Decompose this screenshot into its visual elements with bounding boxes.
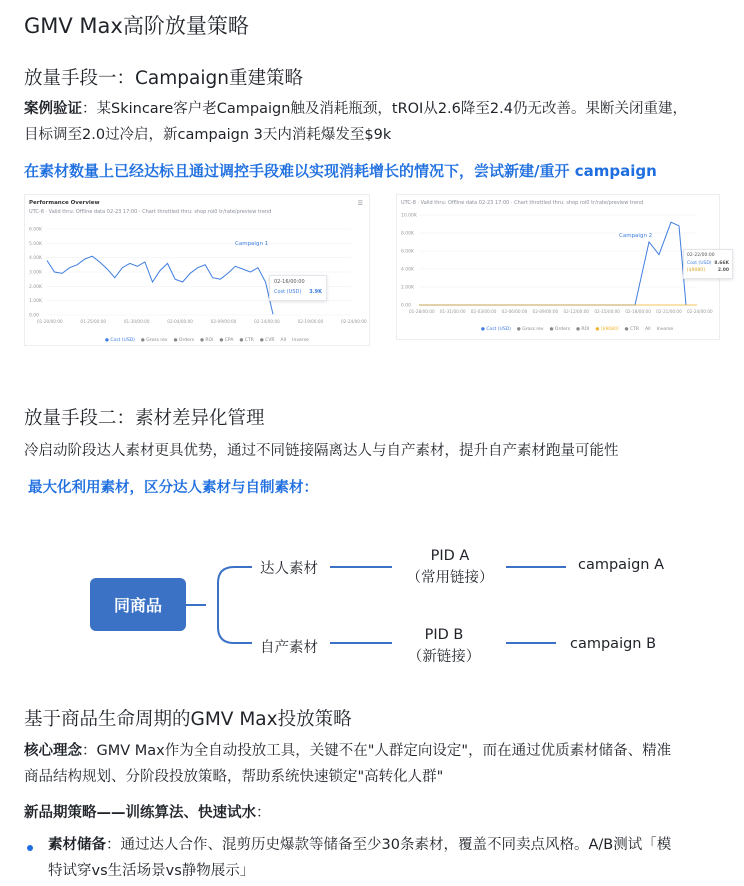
core-line1: ：GMV Max作为全自动投放工具，关键不在"人群定向设定"，而在通过优质素材储备、精准 — [82, 743, 672, 759]
y-tick-label: 8.00K — [401, 231, 414, 237]
tooltip-date: 02-22/00:00 — [687, 253, 715, 258]
bullet-item — [48, 832, 738, 884]
bullet-line1: ：通过达人合作、混剪历史爆款等储备至少30条素材，覆盖不同卖点风格。A/B测试「模 — [106, 837, 672, 853]
y-tick-label: 3.00K — [29, 270, 42, 276]
chart-right-subheader: UTC-8 · Valid thru: Offline data 02-23 17:00 · Chart throttled thru: shop roi0 tr/rate/preview trend — [401, 200, 644, 206]
diagram-branch2: 自产素材 — [260, 640, 318, 656]
new-product-heading — [24, 800, 728, 826]
section3-title: 基于商品生命周期的GMV Max投放策略 — [24, 709, 352, 730]
series-label: Campaign 2 — [619, 233, 653, 239]
diagram-connectors — [0, 530, 744, 680]
y-tick-label: 2.00K — [401, 285, 414, 291]
series-line — [47, 256, 273, 314]
legend-item[interactable]: Inverse — [656, 327, 674, 332]
tooltip-metric2: [$9080] — [687, 268, 705, 273]
pid-a-sub: （常用链接） — [406, 570, 494, 586]
diagram-campaign-b: campaign B — [570, 636, 657, 652]
core-paragraph — [24, 738, 728, 790]
diagram-branch1: 达人素材 — [260, 561, 318, 577]
chart-left-subheader: UTC-8 · Valid thru: Offline data 02-23 17:00 · Chart throttled thru: shop roi0 tr/rate/preview trend — [29, 209, 272, 215]
pid-a-label: PID A — [430, 548, 470, 564]
legend-item[interactable]: ● Orders — [173, 338, 195, 343]
legend-item[interactable]: ● CTR — [624, 327, 639, 332]
x-tick-label: 02-06/00:00 — [501, 309, 528, 314]
x-tick-label: 01-31/00:00 — [439, 309, 466, 314]
x-tick-label: 02-04/00:00 — [167, 319, 193, 324]
chart-left-header: Performance Overview — [29, 200, 100, 206]
tooltip-metric1: Cost (USD) — [687, 261, 712, 266]
x-tick-label: 02-15/00:00 — [594, 309, 620, 314]
chart-right-svg — [397, 195, 721, 341]
series-label: Campaign 1 — [235, 241, 269, 247]
x-tick-label: 02-18/00:00 — [625, 309, 651, 314]
y-tick-label: 0.00 — [401, 303, 412, 309]
section2-title: 放量手段二：素材差异化管理 — [24, 408, 265, 429]
legend-item[interactable]: ● CPA — [219, 338, 234, 343]
legend-item[interactable]: ● Gross rev — [516, 327, 544, 332]
case-label: 案例验证 — [24, 101, 82, 117]
core-label: 核心理念 — [24, 743, 82, 759]
pid-b-sub: （新链接） — [407, 649, 481, 665]
y-tick-label: 4.00K — [29, 256, 42, 262]
bullet-dot — [27, 845, 33, 851]
chart-right-legend — [481, 327, 673, 332]
chart-left-tooltip — [269, 275, 327, 301]
y-tick-label: 10.00K — [401, 213, 417, 219]
legend-item[interactable]: ● [$9080] — [595, 327, 619, 332]
tooltip-metric: Cost (USD) — [274, 289, 302, 295]
y-tick-label: 6.00K — [401, 249, 414, 255]
case-paragraph — [24, 96, 728, 148]
x-tick-label: 02-14/00:00 — [254, 319, 280, 324]
legend-item[interactable]: ● Gross rev — [140, 338, 168, 343]
legend-item[interactable]: ● CTR — [239, 338, 254, 343]
y-tick-label: 4.00K — [401, 267, 414, 273]
legend-item[interactable]: ● Orders — [549, 327, 571, 332]
diagram-pid-a — [400, 545, 500, 589]
legend-item[interactable]: Inverse — [292, 338, 309, 343]
case-text-line2: 目标调至2.0过冷启，新campaign 3天内消耗爆发至$9k — [24, 127, 392, 143]
legend-item[interactable]: All — [645, 327, 651, 332]
x-tick-label: 01-28/00:00 — [409, 309, 435, 314]
legend-item[interactable]: All — [280, 338, 287, 343]
diagram-pid-b — [394, 624, 494, 668]
x-tick-label: 01-25/00:00 — [80, 319, 107, 324]
chart-right — [396, 194, 729, 340]
tooltip-date: 02-16/00:00 — [274, 279, 305, 285]
chart-left-menu-icon[interactable]: ☰ — [357, 200, 363, 207]
y-tick-label: 6.00K — [29, 227, 42, 233]
section1-title: 放量手段一：Campaign重建策略 — [24, 68, 303, 89]
x-tick-label: 01-30/00:00 — [123, 319, 150, 324]
tooltip-value2: 2.00 — [717, 268, 729, 273]
tooltip-value: 3.9K — [309, 289, 322, 295]
chart-right-tooltip — [683, 249, 733, 279]
x-tick-label: 02-03/00:00 — [470, 309, 497, 314]
y-tick-label: 5.00K — [29, 241, 42, 247]
chart-left-legend — [105, 338, 309, 343]
legend-item[interactable]: ● Cost (USD) — [481, 327, 511, 332]
tooltip-value1: 8.66K — [714, 261, 729, 266]
y-tick-label: 2.00K — [29, 284, 42, 290]
x-tick-label: 01-20/00:00 — [37, 319, 63, 324]
y-tick-label: 1.00K — [29, 299, 42, 305]
bullet-line2: 特试穿vs生活场景vs静物展示」 — [48, 863, 255, 879]
diagram-campaign-a: campaign A — [578, 557, 665, 573]
case-text-line1: ：某Skincare客户老Campaign触及消耗瓶颈，tROI从2.6降至2.4仍无改善。果断关闭重建， — [82, 101, 687, 117]
legend-item[interactable]: ● ROI — [576, 327, 590, 332]
chart-left — [24, 194, 370, 346]
y-tick-label: 0.00 — [29, 313, 40, 319]
new-colon: ： — [256, 805, 271, 821]
legend-item[interactable]: ● ROI — [200, 338, 214, 343]
pid-b-label: PID B — [424, 627, 464, 643]
x-tick-label: 02-21/00:00 — [656, 309, 682, 314]
new-label: 新品期策略——训练算法、快速试水 — [24, 805, 256, 821]
legend-item[interactable]: ● CVR — [259, 338, 275, 343]
section2-text: 冷启动阶段达人素材更具优势，通过不同链接隔离达人与自产素材，提升自产素材跑量可能性 — [24, 443, 619, 459]
x-tick-label: 02-24/00:00 — [341, 319, 367, 324]
section2-highlight: 最大化利用素材，区分达人素材与自制素材： — [28, 480, 318, 496]
x-tick-label: 02-09/00:00 — [210, 319, 237, 324]
core-line2: 商品结构规划、分阶段投放策略，帮助系统快速锁定"高转化人群" — [24, 769, 444, 785]
diagram-root-box: 同商品 — [90, 578, 186, 631]
x-tick-label: 02-09/00:00 — [532, 309, 559, 314]
legend-item[interactable]: ● Cost (USD) — [105, 338, 135, 343]
connector-bracket — [218, 567, 252, 643]
x-tick-label: 02-24/00:00 — [687, 309, 713, 314]
bullet-label: 素材储备 — [48, 837, 106, 853]
x-tick-label: 02-19/00:00 — [297, 319, 324, 324]
x-tick-label: 02-12/00:00 — [563, 309, 590, 314]
section1-highlight: 在素材数量上已经达标且通过调控手段难以实现消耗增长的情况下，尝试新建/重开 campaign — [24, 162, 657, 180]
chart-left-svg — [25, 195, 371, 347]
page-title: GMV Max高阶放量策略 — [24, 14, 249, 38]
